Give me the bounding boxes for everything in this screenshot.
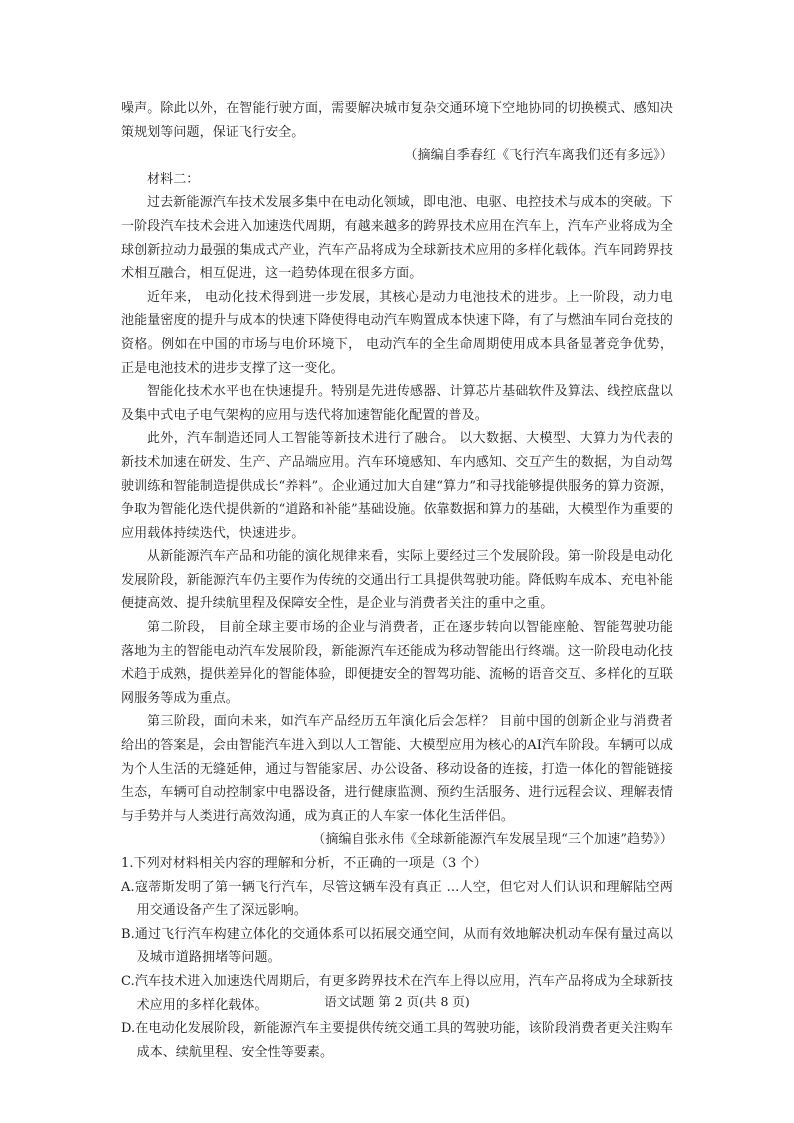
- paragraph-5: 从新能源汽车产品和功能的演化规律来看，实际上要经过三个发展阶段。第一阶段是电动化发展阶段，新能源汽车仍主要作为传统的交通出行工具提供驾驶功能。降低购车成本、充电补能便捷高效、提升续航里程及保障安全性，是企业与消费者关注的重中之重。: [121, 549, 673, 612]
- question-1: [121, 852, 673, 1064]
- source-citation-1: （摘编自季春红《飞行汽车离我们还有多远》）: [404, 148, 673, 164]
- question-stem: 1.下列对材料相关内容的理解和分析，不正确的一项是（3 个）: [121, 856, 487, 871]
- paragraph-4: 此外，汽车制造还同人工智能等新技术进行了融合。 以大数据、大模型、大算力为代表的新技术加速在研发、生产、产品端应用。汽车环境感知、车内感知、交互产生的数据，为自动驾驶训练和智能制造提供成长“养料”。企业通过加大自建“算力”和寻找能够提供服务的算力资源，争取为智能化迭代提供新的“道路和补能”基础设施。依靠数据和算力的基础，大模型作为重要的应用载体持续迭代，快速进步。: [121, 431, 673, 541]
- paragraph-2: 近年来， 电动化技术得到进一步发展，其核心是动力电池技术的进步。上一阶段，动力电池能量密度的提升与成本的快速下降使得电动汽车购置成本快速下降，有了与燃油车同台竞技的资格。例如在中国的市场与电价环境下， 电动汽车的全生命周期使用成本具备显著竞争优势，正是电池技术的进步支撑了这一变化。: [121, 289, 673, 376]
- paragraph-6: 第二阶段， 目前全球主要市场的企业与消费者，正在逐步转向以智能座舱、智能驾驶功能落地为主的智能电动汽车发展阶段，新能源汽车还能成为移动智能出行终端。这一阶段电动化技术趋于成熟，提供差异化的智能体验，即便捷安全的智驾功能、流畅的语音交互、多样化的互联网服务等成为重点。: [121, 620, 673, 706]
- page-footer: 语文试题 第 2 页(共 8 页): [324, 994, 470, 1009]
- paragraph-7: 第三阶段，面向未来，如汽车产品经历五年演化后会怎样？ 目前中国的创新企业与消费者给出的答案是，会由智能汽车进入到以人工智能、大模型应用为核心的AI汽车阶段。车辆可以成为个人生活的无缝延伸，通过与智能家居、办公设备、移动设备的连接，打造一体化的智能链接生态，车辆可自动控制家中电器设备，进行健康监测、预约生活服务、进行远程会议、理解表情与手势并与人类进行高效沟通，成为真正的人车家一体化生活伴侣。: [121, 714, 673, 824]
- option-c: C.汽车技术进入加速迭代周期后，有更多跨界技术在汽车上得以应用，汽车产品将成为全球新技术应用的多样化载体。: [121, 973, 673, 1013]
- option-d: D.在电动化发展阶段，新能源汽车主要提供传统交通工具的驾驶功能，该阶段消费者更关注购车成本、续航里程、安全性等要素。: [121, 1021, 673, 1060]
- intro-continuation: 噪声。除此以外，在智能行驶方面，需要解决城市复杂交通环境下空地协同的切换模式、感知决策规划等问题，保证飞行安全。: [121, 101, 673, 140]
- page-body: [121, 97, 673, 1064]
- option-a: A.寇蒂斯发明了第一辆飞行汽车，尽管这辆车没有真正 ...人空，但它对人们认识和理解陆空两用交通设备产生了深远影响。: [121, 879, 673, 919]
- paragraph-3: 智能化技术水平也在快速提升。特别是先进传感器、计算芯片基础软件及算法、线控底盘以及集中式电子电气架构的应用与迭代将加速智能化配置的普及。: [121, 384, 673, 423]
- option-b: B.通过飞行汽车构建立体化的交通体系可以拓展交通空间，从而有效地解决机动车保有量过高以及城市道路拥堵等问题。: [121, 926, 673, 966]
- material2-heading: 材料二：: [147, 171, 200, 187]
- paragraph-1: 过去新能源汽车技术发展多集中在电动化领域，即电池、电驱、电控技术与成本的突破。下一阶段汽车技术会进入加速迭代周期，有越来越多的跨界技术应用在汽车上，汽车产业将成为全球创新拉动力最强的集成式产业，汽车产品将成为全球新技术应用的多样化载体。汽车同跨界技术相互融合，相互促进，这一趋势体现在很多方面。: [121, 195, 673, 282]
- source-citation-2: （摘编自张永伟《全球新能源汽车发展呈现“三个加速”趋势》）: [312, 832, 673, 848]
